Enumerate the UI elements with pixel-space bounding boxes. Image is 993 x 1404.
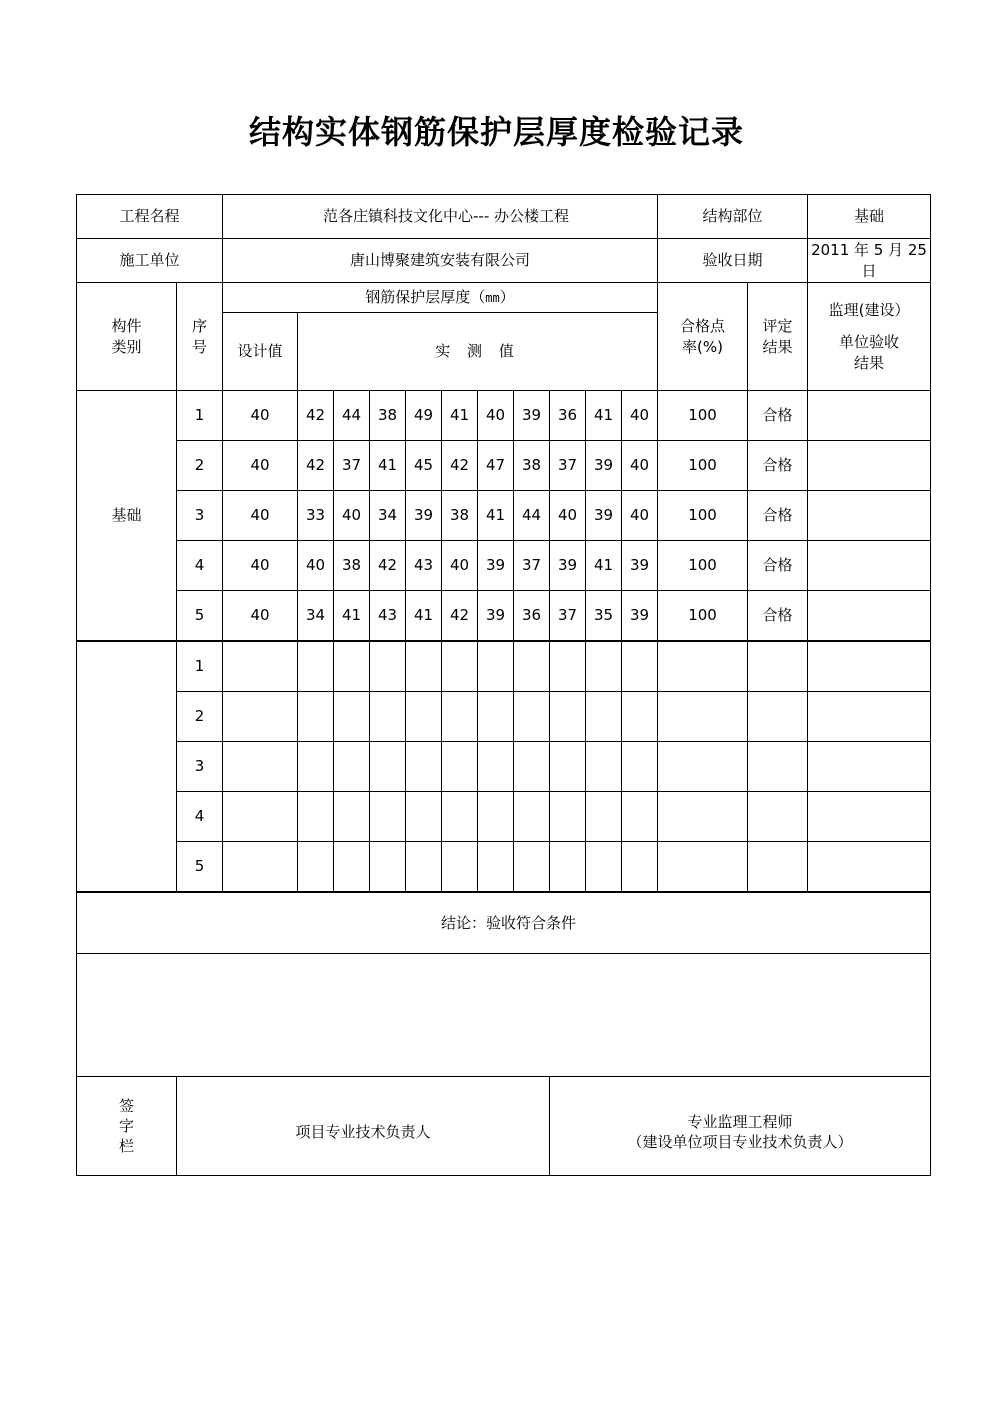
table-row <box>77 541 931 591</box>
header-thickness-group-tail: ） <box>499 288 515 307</box>
row-supervisor-result <box>808 441 931 491</box>
row-measured-6: 44 <box>514 491 550 541</box>
row-measured-1: 41 <box>334 591 370 642</box>
row-measured-9 <box>622 842 658 893</box>
contractor-label: 施工单位 <box>77 239 223 283</box>
table-row <box>77 441 931 491</box>
row-measured-4: 42 <box>442 441 478 491</box>
row-supervisor-result <box>808 641 931 692</box>
row-supervisor-result <box>808 391 931 441</box>
info-row-contractor <box>77 239 931 283</box>
row-measured-6 <box>514 792 550 842</box>
row-pass-rate: 100 <box>658 441 748 491</box>
row-pass-rate <box>658 641 748 692</box>
project-name-label: 工程名程 <box>77 195 223 239</box>
row-measured-3: 43 <box>406 541 442 591</box>
signature-right-subtitle: （建设单位项目专业技术负责人） <box>627 1133 853 1151</box>
header-eval-result-line2: 结果 <box>762 337 793 356</box>
row-measured-5 <box>478 842 514 893</box>
row-measured-0 <box>298 641 334 692</box>
header-supervisor-line1: 监理(建设） <box>828 301 910 320</box>
row-measured-6 <box>514 742 550 792</box>
row-measured-2 <box>370 792 406 842</box>
row-measured-8 <box>586 842 622 893</box>
row-measured-7: 36 <box>550 391 586 441</box>
signature-row <box>77 1077 931 1176</box>
conclusion-row <box>77 892 931 954</box>
row-measured-6: 39 <box>514 391 550 441</box>
row-eval-result <box>748 692 808 742</box>
row-measured-2: 38 <box>370 391 406 441</box>
row-measured-9 <box>622 692 658 742</box>
header-supervisor-line3: 结果 <box>854 353 885 372</box>
acceptance-date-value: 2011 年 5 月 25 日 <box>808 239 931 283</box>
row-measured-4 <box>442 792 478 842</box>
row-measured-7: 37 <box>550 591 586 642</box>
signature-label-line3: 栏 <box>118 1137 134 1156</box>
header-pass-rate-line2: 率(%) <box>682 337 723 356</box>
row-measured-1 <box>334 641 370 692</box>
header-component-type <box>77 283 177 391</box>
table-row <box>77 742 931 792</box>
header-seq-line2: 号 <box>192 337 208 356</box>
row-supervisor-result <box>808 692 931 742</box>
page-title: 结构实体钢筋保护层厚度检验记录 <box>248 113 744 151</box>
row-seq: 3 <box>177 742 223 792</box>
row-measured-2 <box>370 641 406 692</box>
acceptance-date-label: 验收日期 <box>658 239 808 283</box>
row-measured-3 <box>406 692 442 742</box>
project-name-value: 范各庄镇科技文化中心--- 办公楼工程 <box>223 195 658 239</box>
row-measured-6: 36 <box>514 591 550 642</box>
row-measured-8: 39 <box>586 441 622 491</box>
conclusion-blank-area <box>77 954 931 1077</box>
structure-part-value: 基础 <box>808 195 931 239</box>
table-row <box>77 692 931 742</box>
row-measured-2 <box>370 742 406 792</box>
header-eval-result <box>748 283 808 391</box>
row-measured-6: 37 <box>514 541 550 591</box>
table-row <box>77 491 931 541</box>
row-eval-result: 合格 <box>748 441 808 491</box>
table-row <box>77 591 931 642</box>
row-pass-rate: 100 <box>658 591 748 642</box>
header-supervisor-result <box>808 283 931 391</box>
row-eval-result <box>748 742 808 792</box>
row-design-value <box>223 842 298 893</box>
row-measured-3: 39 <box>406 491 442 541</box>
row-measured-9: 39 <box>622 591 658 642</box>
row-measured-5: 39 <box>478 591 514 642</box>
header-supervisor-line2: 单位验收 <box>839 333 900 352</box>
row-measured-4: 42 <box>442 591 478 642</box>
row-design-value <box>223 742 298 792</box>
structure-part-label: 结构部位 <box>658 195 808 239</box>
row-measured-7 <box>550 842 586 893</box>
row-seq: 1 <box>177 641 223 692</box>
row-measured-5: 39 <box>478 541 514 591</box>
row-measured-7 <box>550 641 586 692</box>
signature-left-title: 项目专业技术负责人 <box>295 1122 431 1141</box>
row-measured-8: 41 <box>586 391 622 441</box>
row-measured-5 <box>478 742 514 792</box>
row-eval-result <box>748 842 808 893</box>
header-measured-value: 实 测 值 <box>298 313 658 391</box>
signature-label-line1: 签 <box>118 1096 134 1115</box>
row-measured-9 <box>622 641 658 692</box>
row-measured-3 <box>406 742 442 792</box>
row-measured-6 <box>514 842 550 893</box>
inspection-record-table <box>76 194 931 1176</box>
group-name-1 <box>77 641 177 892</box>
row-measured-1 <box>334 842 370 893</box>
row-measured-5: 41 <box>478 491 514 541</box>
row-measured-7: 40 <box>550 491 586 541</box>
row-seq: 4 <box>177 541 223 591</box>
row-design-value <box>223 692 298 742</box>
conclusion-text: 结论：验收符合条件 <box>77 892 931 954</box>
row-measured-5: 47 <box>478 441 514 491</box>
row-eval-result <box>748 641 808 692</box>
row-measured-4 <box>442 692 478 742</box>
row-pass-rate <box>658 742 748 792</box>
row-measured-9: 40 <box>622 491 658 541</box>
row-pass-rate: 100 <box>658 491 748 541</box>
row-measured-4 <box>442 742 478 792</box>
header-seq <box>177 283 223 391</box>
row-measured-8 <box>586 742 622 792</box>
header-component-type-line2: 类别 <box>111 337 142 356</box>
row-measured-7 <box>550 792 586 842</box>
row-measured-8 <box>586 792 622 842</box>
row-pass-rate: 100 <box>658 391 748 441</box>
row-seq: 2 <box>177 692 223 742</box>
row-seq: 4 <box>177 792 223 842</box>
header-eval-result-line1: 评定 <box>762 317 793 336</box>
row-supervisor-result <box>808 742 931 792</box>
header-supervisor-spacer <box>808 320 930 332</box>
row-measured-9 <box>622 792 658 842</box>
blank-area-row <box>77 954 931 1077</box>
row-measured-7 <box>550 742 586 792</box>
row-seq: 1 <box>177 391 223 441</box>
row-measured-2: 41 <box>370 441 406 491</box>
row-measured-1: 40 <box>334 491 370 541</box>
row-seq: 2 <box>177 441 223 491</box>
row-measured-2: 43 <box>370 591 406 642</box>
row-measured-3: 49 <box>406 391 442 441</box>
row-measured-0: 34 <box>298 591 334 642</box>
row-measured-0 <box>298 792 334 842</box>
row-supervisor-result <box>808 491 931 541</box>
row-measured-3: 45 <box>406 441 442 491</box>
row-measured-4: 41 <box>442 391 478 441</box>
row-measured-4 <box>442 842 478 893</box>
table-row <box>77 792 931 842</box>
row-measured-9: 40 <box>622 441 658 491</box>
header-seq-line1: 序 <box>192 317 208 336</box>
row-pass-rate: 100 <box>658 541 748 591</box>
row-measured-3: 41 <box>406 591 442 642</box>
row-measured-0: 33 <box>298 491 334 541</box>
signature-right-title: 专业监理工程师 <box>687 1112 793 1131</box>
row-design-value <box>223 641 298 692</box>
row-measured-9: 39 <box>622 541 658 591</box>
column-header-group-row <box>77 283 931 313</box>
signature-right-cell[interactable] <box>550 1077 931 1176</box>
row-measured-0: 40 <box>298 541 334 591</box>
row-measured-0: 42 <box>298 391 334 441</box>
row-measured-5 <box>478 692 514 742</box>
row-measured-9 <box>622 742 658 792</box>
row-measured-7: 37 <box>550 441 586 491</box>
row-seq: 3 <box>177 491 223 541</box>
row-measured-7: 39 <box>550 541 586 591</box>
row-pass-rate <box>658 792 748 842</box>
info-row-project <box>77 195 931 239</box>
header-thickness-unit: mm <box>485 291 500 306</box>
row-measured-8 <box>586 692 622 742</box>
row-measured-0 <box>298 842 334 893</box>
row-seq: 5 <box>177 591 223 642</box>
row-seq: 5 <box>177 842 223 893</box>
row-measured-0 <box>298 742 334 792</box>
header-thickness-group <box>223 283 658 313</box>
row-measured-8: 35 <box>586 591 622 642</box>
row-measured-5 <box>478 641 514 692</box>
row-measured-4: 40 <box>442 541 478 591</box>
row-eval-result: 合格 <box>748 391 808 441</box>
group-name-0: 基础 <box>77 391 177 642</box>
row-measured-2 <box>370 842 406 893</box>
row-design-value: 40 <box>223 541 298 591</box>
row-measured-6 <box>514 641 550 692</box>
row-measured-1 <box>334 692 370 742</box>
row-supervisor-result <box>808 842 931 893</box>
row-measured-1: 38 <box>334 541 370 591</box>
row-eval-result: 合格 <box>748 591 808 642</box>
row-measured-1: 37 <box>334 441 370 491</box>
header-thickness-group-text: 钢筋保护层厚度（ <box>365 288 486 307</box>
signature-left-cell[interactable] <box>177 1077 550 1176</box>
row-pass-rate <box>658 842 748 893</box>
header-pass-rate-line1: 合格点 <box>680 317 726 336</box>
row-supervisor-result <box>808 792 931 842</box>
row-measured-9: 40 <box>622 391 658 441</box>
row-design-value <box>223 792 298 842</box>
row-measured-4: 38 <box>442 491 478 541</box>
row-measured-1: 44 <box>334 391 370 441</box>
row-measured-2: 42 <box>370 541 406 591</box>
row-eval-result <box>748 792 808 842</box>
row-design-value: 40 <box>223 391 298 441</box>
signature-label-line2: 字 <box>118 1116 134 1135</box>
row-supervisor-result <box>808 541 931 591</box>
table-row <box>77 391 931 441</box>
row-measured-5 <box>478 792 514 842</box>
row-measured-6: 38 <box>514 441 550 491</box>
row-eval-result: 合格 <box>748 541 808 591</box>
row-measured-8: 41 <box>586 541 622 591</box>
row-measured-3 <box>406 641 442 692</box>
row-measured-8 <box>586 641 622 692</box>
row-measured-2 <box>370 692 406 742</box>
row-measured-8: 39 <box>586 491 622 541</box>
row-pass-rate <box>658 692 748 742</box>
row-measured-0 <box>298 692 334 742</box>
row-eval-result: 合格 <box>748 491 808 541</box>
contractor-value: 唐山博聚建筑安装有限公司 <box>223 239 658 283</box>
row-design-value: 40 <box>223 491 298 541</box>
header-design-value: 设计值 <box>223 313 298 391</box>
row-measured-3 <box>406 792 442 842</box>
row-measured-7 <box>550 692 586 742</box>
row-supervisor-result <box>808 591 931 642</box>
row-measured-5: 40 <box>478 391 514 441</box>
table-row <box>77 641 931 692</box>
row-measured-4 <box>442 641 478 692</box>
row-measured-1 <box>334 792 370 842</box>
row-design-value: 40 <box>223 441 298 491</box>
row-measured-1 <box>334 742 370 792</box>
row-measured-0: 42 <box>298 441 334 491</box>
header-component-type-line1: 构件 <box>111 317 142 336</box>
header-pass-rate <box>658 283 748 391</box>
signature-label <box>77 1077 177 1176</box>
row-measured-2: 34 <box>370 491 406 541</box>
table-row <box>77 842 931 893</box>
row-measured-3 <box>406 842 442 893</box>
row-measured-6 <box>514 692 550 742</box>
row-design-value: 40 <box>223 591 298 642</box>
